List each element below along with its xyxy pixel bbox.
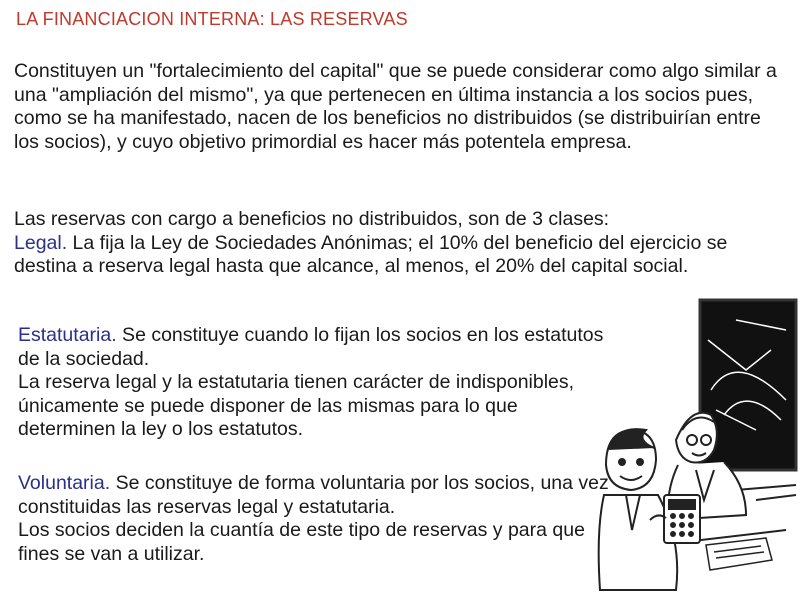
classes-intro: Las reservas con cargo a beneficios no distribuidos, son de 3 clases: <box>14 208 610 230</box>
legal-term: Legal. <box>14 231 68 254</box>
estatutaria-term: Estatutaria. <box>18 324 117 346</box>
legal-text: La fija la Ley de Sociedades Anónimas; el 10% del beneficio del ejercicio se destina a reserva legal hasta que alcance, al menos, el 20% del capital social. <box>14 231 728 278</box>
legal-paragraph <box>14 208 784 279</box>
estatutaria-note: La reserva legal y la estatutaria tienen carácter de indisponibles, únicamente se puede disponer de las mismas para lo que determinen la ley o los estatutos. <box>18 371 575 441</box>
estatutaria-text: Se constituye cuando lo fijan los socios en los estatutos de la sociedad. <box>18 324 604 370</box>
voluntaria-paragraph <box>18 472 618 566</box>
voluntaria-term: Voluntaria. <box>18 472 111 494</box>
voluntaria-note: Los socios deciden la cuantía de este tipo de reservas y para que fines se van a utilizar. <box>18 519 585 565</box>
slide-title: LA FINANCIACION INTERNA: LAS RESERVAS <box>16 9 408 29</box>
voluntaria-text: Se constituye de forma voluntaria por los socios, una vez constituidas las reservas legal y estatutaria. <box>18 472 609 518</box>
accountants-cartoon-icon <box>596 290 800 600</box>
intro-paragraph: Constituyen un "fortalecimiento del capital" que se puede considerar como algo similar a una "ampliación del mismo", ya que pertenecen en última instancia a los socios pues, como se ha manifestado, nacen de los beneficios no distribuidos (se distribuirían entre los socios), y cuyo objetivo primordial es hacer más potentela empresa. <box>14 60 777 153</box>
estatutaria-paragraph <box>18 324 608 442</box>
